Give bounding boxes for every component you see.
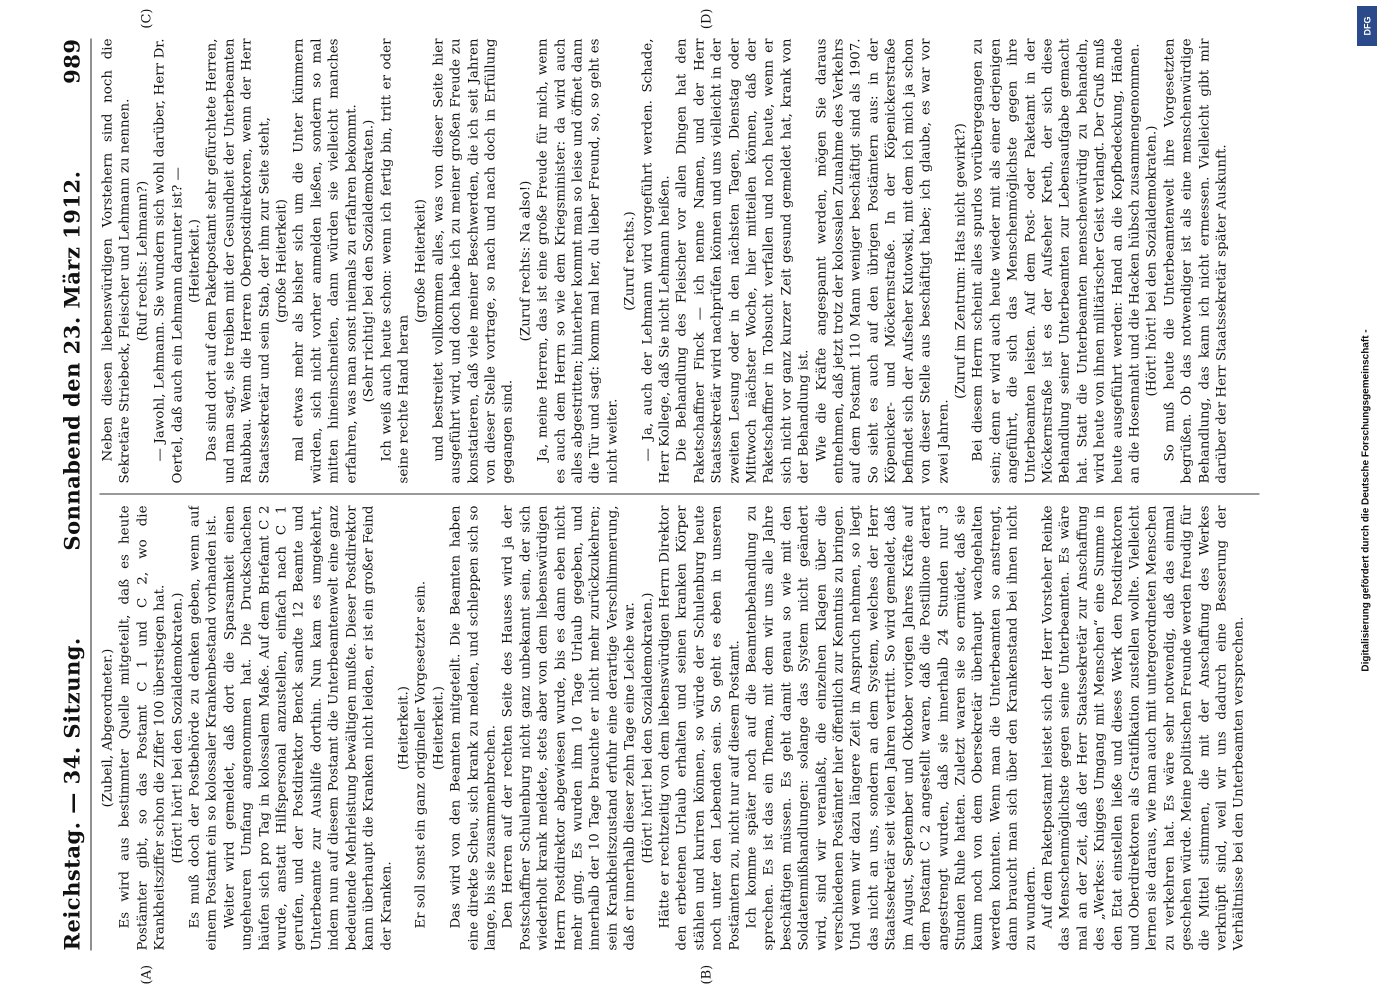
paragraph: Hätte er rechtzeitig von dem liebenswürdigen Herrn Direktor den erbetenen Urlaub erhalten und seinen kranken Körper stählen und kuriren können, so würde der Schulenburg heute noch unter den Lebenden sein. So geht es eben in unseren Postämtern zu, nicht nur auf diesem Postamt. — [657, 505, 743, 951]
left-column — [100, 506, 1260, 951]
paragraph: Es wird aus bestimmter Quelle mitgeteilt, daß es heute Postämter gibt, so das Postamt C 1 und C 2, wo die Krankheitsziffer schon die Ziffer 100 überstiegen hat. — [117, 505, 168, 951]
paragraph: Bei diesem Herrn scheint alles spurlos vorübergegangen zu sein; denn er wird auch heute wieder mit als einer derjenigen angeführt, die sich das Menschenmöglichste gegen ihre Unterbeamten leisten. Auf dem Post- oder Paketamt in der Möckernstraße ist es der Aufseher Kreth, der sich diese Behandlung seiner Unterbeamten zur Lebensaufgabe gemacht hat. Statt die Unterbeamten menschenwürdig zu behandeln, wird heute von ihnen militärischer Geist verlangt. Der Gruß muß heute ausgeführt werden: Hand an die Kopfbedeckung, Hände an die Hosennaht und die Hacken hübsch zusammengenommen. — [970, 38, 1143, 484]
paragraph: Wie die Kräfte angespannt werden, mögen Sie daraus entnehmen, daß jetzt trotz der kolossalen Zunahme des Verkehrs auf dem Postamt 110 Mann weniger beschäftigt sind als 1907. So sieht es auch auf den übrigen Postämtern aus: in der Köpenicker- und Möckernstraße. In der Köpenickerstraße befindet sich der Aufseher Kutowski, mit dem ich mich ja schon von dieser Stelle aus beschäftigt habe; ich glaube, es war vor zwei Jahren. — [814, 38, 951, 484]
header-session: Reichstag. — 34. Sitzung. — [59, 637, 85, 951]
paragraph: — Ja, auch der Lehmann wird vorgeführt werden. Schade, Herr Kollege, daß Sie nicht Lehmann heißen. — [640, 38, 673, 484]
paragraph: (Hört! hört! bei den Sozialdemokraten.) — [1144, 125, 1160, 397]
paragraph: Auf dem Paketpostamt leistet sich der Herr Vorsteher Reinke das Menschenmöglichste gegen seine Unterbeamten. Es wäre mal an der Zeit, daß der Herr Staatssekretär zur Anschaffung des „Werkes: Knigges Umgang mit Menschen“ eine Summe in den Etat einstellen ließe und dieses Werk den Postdirektoren und Oberdirektoren als Gratifikation zustellen wollte. Vielleicht lernen sie daraus, wie man auch mit untergeordneten Menschen zu verkehren hat. Es wäre sehr notwendig, daß das einmal geschehen würde. Meine politischen Freunde werden freudig für die Mittel stimmen, die mit der Anschaffung des Werkes verknüpft sind, weil wir uns dadurch eine Besserung der Verhältnisse bei den Unterbeamten versprechen. — [1040, 505, 1247, 951]
paragraph: Das wird von den Beamten mitgeteilt. Die Beamten haben eine direkte Scheu, sich krank zu melden, und schleppen sich so lange, bis sie zusammenbrechen. — [448, 505, 499, 951]
paragraph: und bestreitet vollkommen alles, was von dieser Seite hier ausgeführt wird, und doch habe ich zu meiner großen Freude zu konstatieren, daß viele meiner Beschwerden, die ich seit Jahren von dieser Stelle vortrage, so nach und nach doch in Erfüllung gegangen sind. — [431, 38, 516, 484]
paragraph: Ja, meine Herren, das ist eine große Freude für mich, wenn es auch dem Herrn so wie dem Kriegsminister: da wird auch alles abgestritten; hinterher kommt man so leise und öffnet dann die Tür und sagt: komm mal her, du lieber Freund, so, so geht es nicht weiter. — [535, 38, 621, 484]
paragraph: (Sehr richtig! bei den Sozialdemokraten.) — [361, 119, 377, 403]
paragraph: (Zuruf im Zentrum: Hats nicht gewirkt?) — [953, 123, 969, 399]
dfg-logo — [1357, 6, 1377, 46]
document-page — [0, 1, 1383, 1001]
paragraph: So muß heute die Unterbeamtenwelt ihre Vorgesetzten begrüßen. Ob das notwendiger ist als eine menschenwürdige Behandlung, das kann ich nicht ermessen. Vielleicht gibt mir darüber der Herr Staatssekretär später Auskunft. — [1162, 38, 1230, 484]
paragraph: Weiter wird gemeldet, daß dort die Sparsamkeit einen ungeheuren Umfang angenommen hat. Die Druckschachen häufen sich pro Tag in kolossalem Maße. Auf dem Briefamt C 2 wurde, anstatt Hilfspersonal anzustellen, einfach nach C 1 gerufen, und der Postdirektor Benck sandte 12 Beamte und Unterbeamte zur Aushilfe dorthin. Nun kam es umgekehrt, indem nun auf diesem Postamt die Unterbeamtenwelt eine ganz bedeutende Mehrleistung bewältigen mußte. Dieser Postdirektor kann überhaupt die Kranken nicht leiden, er ist ein großer Feind der Kranken. — [222, 505, 394, 951]
paragraph: (Heiterkeit.) — [187, 219, 203, 303]
paragraph: Den Herren auf der rechten Seite des Hauses wird ja der Postschaffner Schulenburg nicht ganz unbekannt sein, der sich wiederholt krank meldete, stets aber von dem liebenswürdigen Herrn Postdirektor abgewiesen wurde, bis es dann eben nicht mehr ging. Es wurden ihm 10 Tage Urlaub gegeben, und innerhalb der 10 Tage brauchte er nicht mehr zurückzukehren; sein Krankheitszustand erfuhr eine derartige Verschlimmerung, daß er innerhalb dieser zehn Tage eine Leiche war. — [500, 505, 638, 951]
paragraph: (große Heiterkeit) — [413, 199, 429, 323]
text-columns — [100, 8, 1260, 985]
paragraph: (Zuruf rechts: Na also!) — [518, 180, 534, 342]
header-date: Sonnabend den 23. März 1912. — [59, 170, 85, 551]
paragraph: mal etwas mehr als bisher sich um die Unter kümmern würden, sich nicht vorher anmelden ließen, sondern so mal mitten hineinschneiten, dann würden sie vielleicht manches erfahren, was man sonst niemals zu erfahren bekommt. — [291, 38, 360, 484]
paragraph: Ich komme später noch auf die Beamtenbehandlung zu sprechen. Es ist das ein Thema, mit dem wir uns alle Jahre beschäftigen müssen. Es geht damit genau so wie mit den Soldatenmißhandlungen: solange das System nicht geändert wird, sind wir veranlaßt, die einzelnen Klagen über die verschiedenen Postämter hier öffentlich zur Kenntnis zu bringen. Und wenn wir dazu längere Zeit in Anspruch nehmen, so liegt das nicht an uns, sondern an dem System, welches der Herr Staatssekretär seit vielen Jahren vertritt. So wird gemeldet, daß im August, September und Oktober vorigen Jahres Kräfte auf dem Postamt C 2 angestellt waren, daß die Postillione derart angestrengt wurden, daß sie innerhalb 24 Stunden nur 3 Stunden Ruhe hatten. Zuletzt waren sie so ermüdet, daß sie kaum noch von dem Obersekretär überhaupt wachgehalten werden konnten. Wenn man die Unterbeamten so anstrengt, dann braucht man sich über den Krankenstand bei ihnen nicht zu wundern. — [744, 505, 1039, 951]
paragraph: Es muß doch der Postbehörde zu denken geben, wenn auf einem Postamt ein so kolossaler Krankenbestand vorhanden ist. — [187, 505, 220, 951]
page-number: 989 — [59, 38, 85, 84]
paragraph: (Heiterkeit.) — [396, 686, 412, 770]
paragraph: Die Behandlung des Fleischer vor allen Dingen hat den Paketschaffner Finck — ich nenne Namen, und der Herr Staatssekretär wird nachprüfen können und uns vielleicht in der zweiten Lesung oder in den nächsten Tagen, Dienstag oder Mittwoch nächster Woche, hier mitteilen können, daß der Paketschaffner in Tobsucht verfallen und noch heute, wenn er sich nicht vor ganz kurzer Zeit gesund gemeldet hat, krank von der Behandlung ist. — [674, 38, 812, 484]
dfg-logo-text: DFG — [1362, 16, 1372, 36]
digitization-note-text: Digitalisierung gefördert durch die Deutsche Forschungsgemeinschaft - — [1360, 328, 1372, 672]
page-header — [60, 39, 92, 951]
paragraph: (Hört! hört! bei den Sozialdemokraten.) — [640, 592, 656, 864]
paragraph: (Zubeil, Abgeordneter.) — [100, 648, 116, 808]
paragraph: Das sind dort auf dem Paketpostamt sehr gefürchtete Herren, und man sagt, sie treiben mit der Gesundheit der Unterbeamten Raubbau. Wenn die Herren Oberpostdirektoren, wenn der Herr Staatssekretär und sein Stab, der ihm zur Seite steht, — [204, 38, 273, 484]
paragraph: Neben diesen liebenswürdigen Vorstehern sind noch die Sekretäre Striebeck, Fleischer und Lehmann zu nennen. — [100, 38, 133, 484]
paragraph: Er soll sonst ein ganz origineller Vorgesetzter sein. — [413, 580, 429, 929]
paragraph: (Ruf rechts: Lehmann?) — [135, 180, 151, 342]
paragraph: (Zuruf rechts.) — [622, 211, 638, 311]
margin-marker-d: (D) — [699, 8, 715, 30]
column-divider — [100, 494, 1260, 495]
paragraph: (Hört! hört! bei den Sozialdemokraten.) — [170, 592, 186, 864]
margin-marker-a: (A) — [139, 964, 155, 985]
paragraph: (Heiterkeit.) — [431, 686, 447, 770]
paragraph: (große Heiterkeit) — [274, 199, 290, 323]
right-column — [100, 39, 1260, 484]
digitization-note — [1351, 6, 1381, 994]
margin-marker-c: (C) — [139, 8, 155, 29]
paragraph: Ich weiß auch heute schon: wenn ich fertig bin, tritt er oder seine rechte Hand heran — [379, 38, 412, 484]
margin-marker-b: (B) — [699, 964, 715, 985]
paragraph: — Jawohl, Lehmann. Sie wundern sich wohl darüber, Herr Dr. Oertel, daß auch ein Lehmann darunter ist? — — [152, 38, 186, 484]
